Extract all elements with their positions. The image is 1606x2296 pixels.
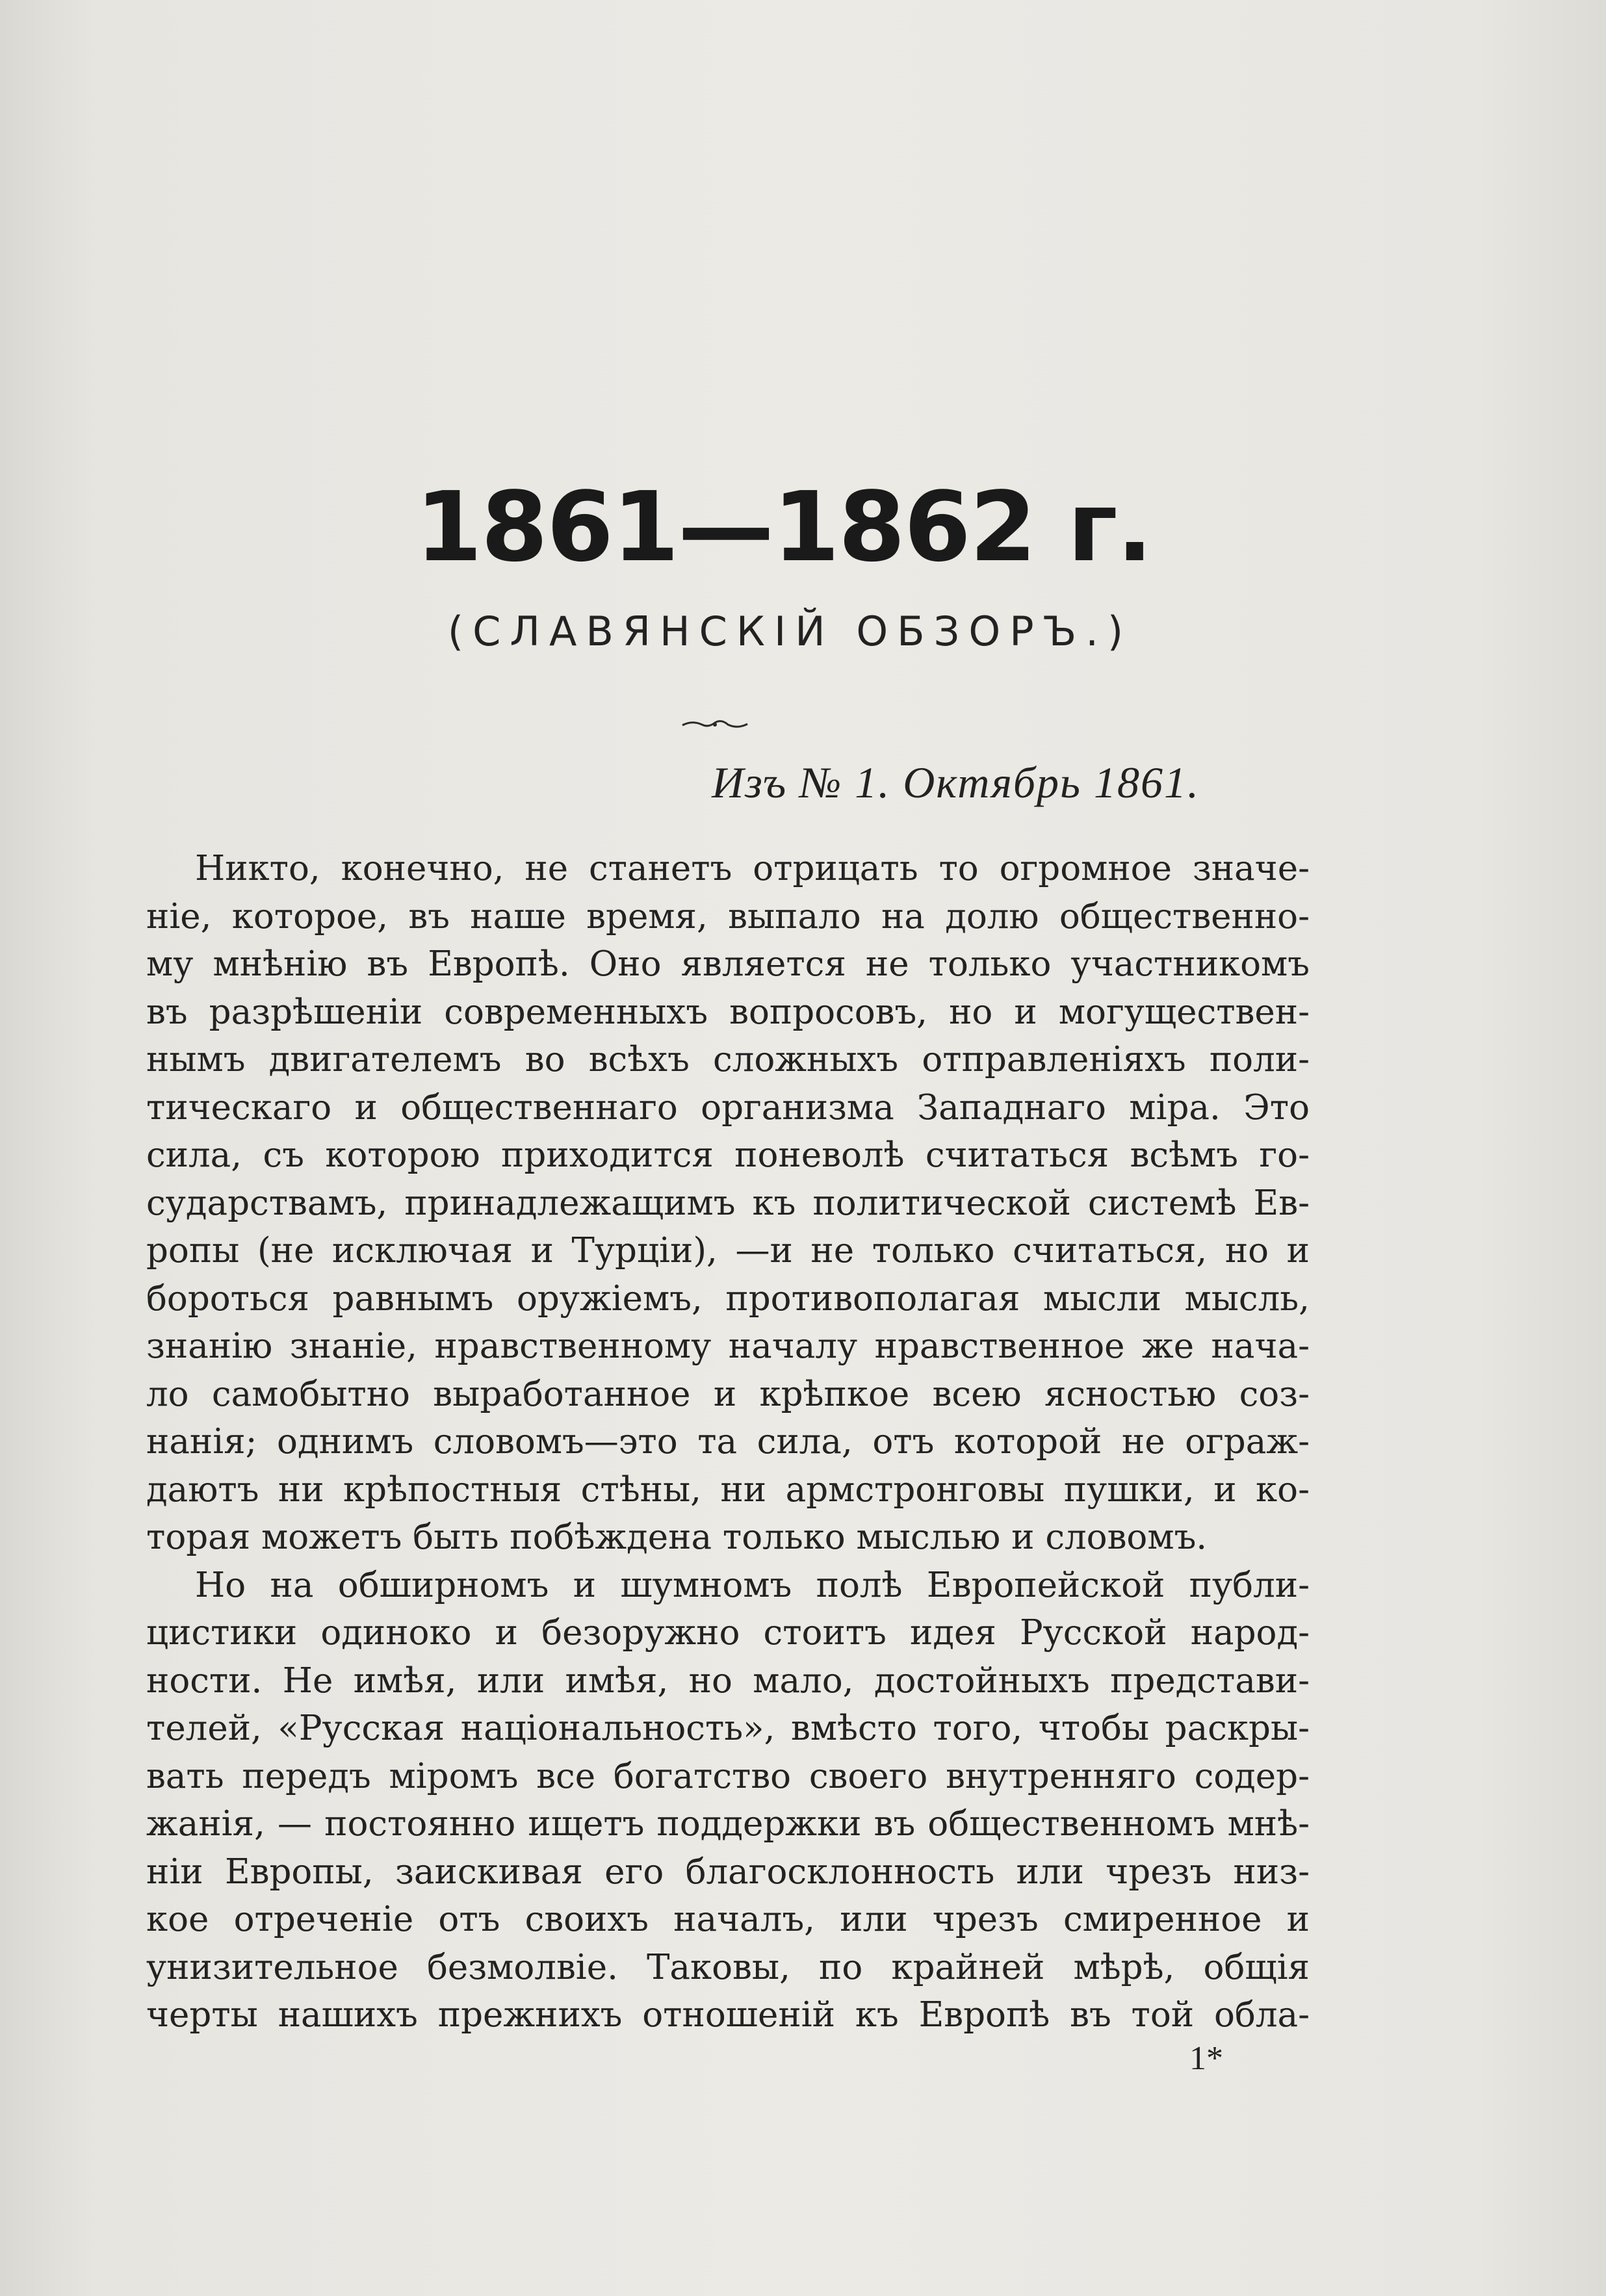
text-line: сила, съ которою приходится поневолѣ считаться всѣмъ го- — [146, 1135, 1310, 1175]
text-line: цистики одиноко и безоружно стоитъ идея Русской народ- — [146, 1613, 1310, 1653]
text-line: кое отреченіе отъ своихъ началъ, или чрезъ смиренное и — [146, 1900, 1310, 1939]
ornament-divider-icon — [679, 715, 751, 734]
text-line: ніи Европы, заискивая его благосклонность или чрезъ низ- — [146, 1851, 1310, 1892]
page-number: 1* — [1189, 2040, 1223, 2077]
text-line: ло самобытно выработанное и крѣпкое всею ясностью соз- — [146, 1374, 1310, 1414]
text-line: Никто, конечно, не станетъ отрицать то огромное значе- — [195, 849, 1310, 888]
text-line: жанія, — постоянно ищетъ поддержки въ общественномъ мнѣ- — [146, 1804, 1310, 1844]
text-line: нанія; однимъ словомъ—это та сила, отъ которой не ограж- — [146, 1422, 1310, 1462]
text-line: тическаго и общественнаго организма Западнаго міра. Это — [146, 1087, 1310, 1128]
text-line: ропы (не исключая и Турціи), —и не только считаться, но и — [146, 1231, 1310, 1271]
text-line: телей, «Русская національность», вмѣсто того, чтобы раскры- — [146, 1709, 1310, 1748]
text-line: унизительное безмолвіе. Таковы, по крайней мѣрѣ, общія — [146, 1947, 1310, 1987]
page-title: 1861—1862 г. — [415, 471, 1152, 583]
text-line: сударствамъ, принадлежащимъ къ политической системѣ Ев- — [146, 1183, 1310, 1223]
text-line: нымъ двигателемъ во всѣхъ сложныхъ отправленіяхъ поли- — [146, 1040, 1310, 1079]
text-line: даютъ ни крѣпостныя стѣны, ни армстронговы пушки, и ко- — [146, 1469, 1310, 1510]
issue-heading: Изъ № 1. Октябрь 1861. — [712, 758, 1200, 807]
text-line: черты нашихъ прежнихъ отношеній къ Европѣ въ той обла- — [146, 1995, 1310, 2035]
text-line: ніе, которое, въ наше время, выпало на долю общественно- — [146, 896, 1310, 936]
text-line: ности. Не имѣя, или имѣя, но мало, достойныхъ представи- — [146, 1660, 1310, 1701]
text-line: му мнѣнію въ Европѣ. Оно является не только участникомъ — [146, 944, 1310, 984]
body-text — [146, 845, 1310, 2039]
text-line: въ разрѣшеніи современныхъ вопросовъ, но и могуществен- — [146, 992, 1310, 1032]
page-subtitle: (СЛАВЯНСКІЙ ОБЗОРЪ.) — [447, 608, 1133, 655]
text-line: бороться равнымъ оружіемъ, противополагая мысли мысль, — [146, 1278, 1310, 1319]
text-line: торая можетъ быть побѣждена только мыслью и словомъ. — [146, 1517, 1208, 1557]
text-line: вать передъ міромъ все богатство своего внутренняго содер- — [146, 1756, 1310, 1796]
text-line: Но на обширномъ и шумномъ полѣ Европейской публи- — [195, 1565, 1310, 1605]
text-line: знанію знаніе, нравственному началу нравственное же нача- — [146, 1326, 1310, 1366]
